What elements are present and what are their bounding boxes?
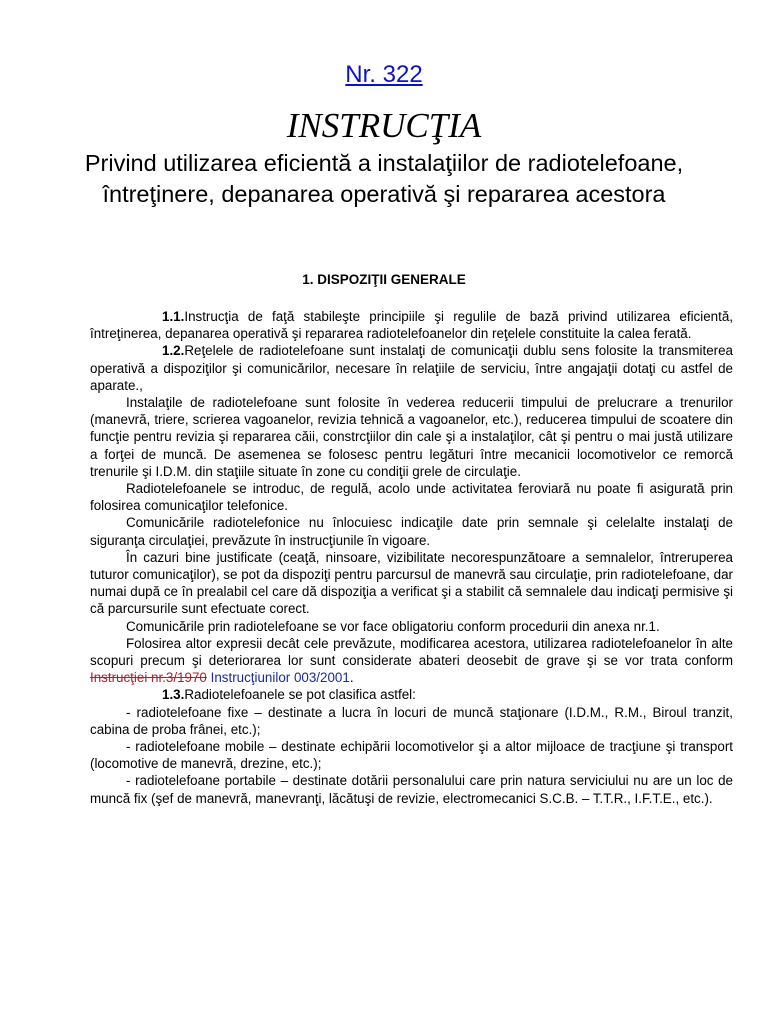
paragraph-justified-cases: În cazuri bine justificate (ceaţă, ninsoare, vizibilitate necorespunzătoare a semnalelor, întreruperea tuturor comunicaţilor), se pot da dispoziţi pentru parcursul de manevră sau circulaţie, prin radiotelefoane, dar numai după ce în prealabil cel care dă dispoziţia a verificat şi a stabilit că semnalele dau indicaţi permisive şi că parcursurile sunt efectuate corect. (90, 549, 733, 617)
paragraph-end: . (349, 670, 354, 686)
paragraph-text: Radiotelefoanele se pot clasifica astfel: (184, 687, 416, 703)
document-title: INSTRUCŢIA (286, 106, 482, 145)
paragraph-number: 1.1. (162, 309, 185, 324)
paragraph-text: Reţelele de radiotelefoane sunt instalaţi de comunicaţii dublu sens folosite la transmiterea operativă a dispoziţilor şi comunicărilor, necesare în relaţiile de serviciu, între angajaţii dotaţi cu astfel de aparate., (90, 343, 733, 393)
paragraph-1-2 (90, 342, 733, 394)
list-item-fixed: - radiotelefoane fixe – destinate a lucra în locuri de muncă staţionare (I.D.M., R.M., Biroul tranzit, cabina de proba frânei, etc.); (90, 704, 733, 737)
struck-reference: Instrucţiei nr.3/1970 (90, 670, 207, 686)
revised-reference: Instrucţiunilor 003/2001 (210, 670, 350, 686)
list-item-portable: - radiotelefoane portabile – destinate dotării personalului care prin natura serviciului nu are un loc de muncă fix (şef de manevră, manevranţi, lăcătuşi de revizie, electromecanici S.C.B. – T.T.R., I.F.T.E., etc.). (90, 773, 733, 806)
paragraph-signals: Comunicările radiotelefonice nu înlocuiesc indicaţile date prin semnale şi celelalte instalaţi de siguranţa circulaţiei, prevăzute în instrucţiunile în vigoare. (90, 515, 733, 548)
paragraph-installations: Instalaţile de radiotelefoane sunt folosite în vederea reducerii timpului de prelucrare a trenurilor (manevră, triere, scrierea vagoanelor, revizia tehnică a vagoanelor, etc.), reducerea timpului de scoatere din funcţie pentru revizia şi repararea căii, constrcţiilor din cale şi a instalaţilor, cât şi pentru o mai justă utilizare a forţei de muncă. De asemenea se folosesc pentru legături între mecanicii locomotivelor ce remorcă trenurile şi I.D.M. din staţiile situate în zone cu condiţii grele de circulaţie. (90, 395, 733, 479)
paragraph-number: 1.2. (162, 343, 185, 359)
paragraph-1-1 (90, 308, 733, 342)
paragraph-number: 1.3. (162, 687, 185, 703)
document-subtitle: Privind utilizarea eficientă a instalaţiilor de radiotelefoane, întreţinere, depanarea operativă şi repararea acestora (84, 150, 684, 207)
document-number-link[interactable]: Nr. 322 (345, 61, 423, 88)
section-heading: 1. DISPOZIŢII GENERALE (302, 272, 466, 287)
paragraph-1-3 (90, 686, 733, 703)
paragraph-text: Folosirea altor expresii decât cele prevăzute, modificarea acestora, utilizarea radiotelefoanelor în alte scopuri precum şi deteriorarea lor sunt considerate abateri deosebit de grave şi se vor trata conform (90, 635, 733, 669)
document-body (90, 308, 733, 807)
paragraph-introduction: Radiotelefoanele se introduc, de regulă, acolo unde activitatea feroviară nu poate fi asigurată prin folosirea comunicaţilor telefonice. (90, 481, 733, 514)
paragraph-text: Instrucţia de faţă stabileşte principiile şi regulile de bază privind utilizarea eficientă, întreţinerea, depanarea operativă şi repararea radiotelefoanelor din reţelele constituite la calea ferată. (90, 309, 733, 342)
paragraph-penalties (90, 635, 733, 687)
list-item-mobile: - radiotelefoane mobile – destinate echipării locomotivelor şi a altor mijloace de tracţiune şi transport (locomotive de manevră, drezine, etc.); (90, 739, 733, 772)
paragraph-procedure: Comunicările prin radiotelefoane se vor face obligatoriu conform procedurii din anexa nr.1. (126, 618, 660, 634)
